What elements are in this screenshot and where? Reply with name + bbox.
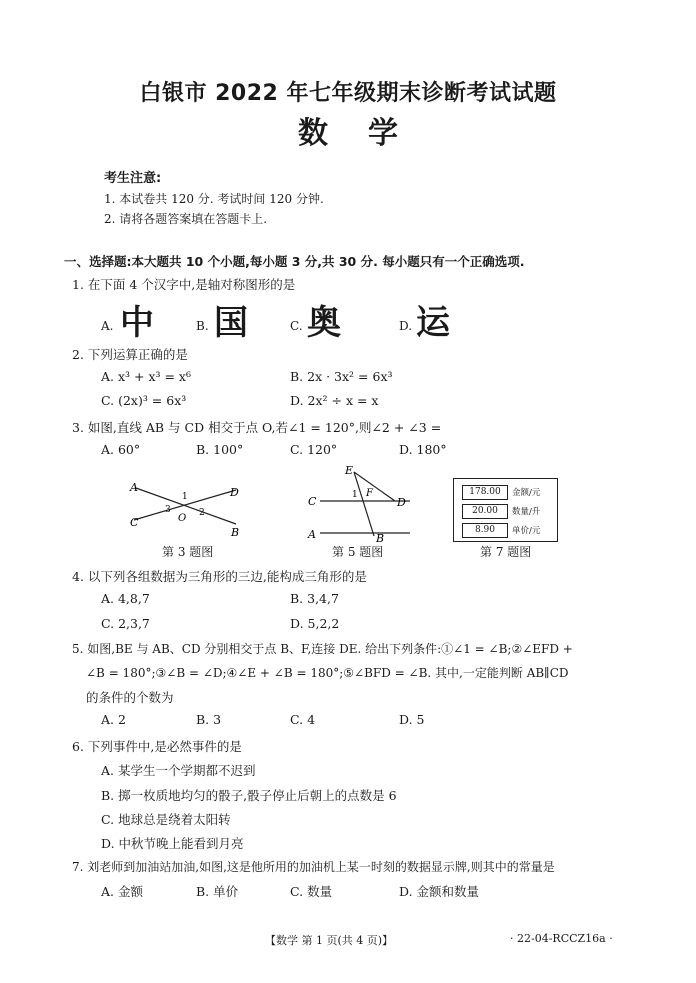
angle-2-label: 2 <box>199 508 205 518</box>
q4-option-b: B. 3,4,7 <box>290 591 339 606</box>
fuel-display-panel <box>453 478 558 542</box>
q5-line-2: ∠B = 180°;③∠B = ∠D;④∠E + ∠B = 180°;⑤∠BFD = ∠B. 其中,一定能判断 AB∥CD <box>86 666 569 680</box>
document-code: · 22-04-RCCZ16a · <box>510 932 613 945</box>
q4-option-d: D. 5,2,2 <box>290 616 340 631</box>
volume-value-box: 20.00 <box>462 504 508 519</box>
q1-option-c-label: C. <box>290 319 303 333</box>
q2-option-b: B. 2x · 3x² = 6x³ <box>290 369 393 384</box>
q6-option-d: D. 中秋节晚上能看到月亮 <box>101 836 244 851</box>
figure-5-diagram <box>300 462 420 546</box>
q6-option-a: A. 某学生一个学期都不迟到 <box>101 763 256 778</box>
q7-option-b: B. 单价 <box>196 884 239 899</box>
label-c: C <box>130 516 139 529</box>
q2-stem: 2. 下列运算正确的是 <box>72 347 188 362</box>
line-de <box>354 472 395 501</box>
q1-option-b-char: 国 <box>214 303 248 343</box>
q2-option-a: A. x³ + x³ = x⁶ <box>101 369 191 384</box>
line-be <box>354 472 374 536</box>
q6-option-b: B. 掷一枚质地均匀的骰子,骰子停止后朝上的点数是 6 <box>101 788 397 803</box>
q5-line-3: 的条件的个数为 <box>86 690 174 705</box>
q3-option-a: A. 60° <box>101 442 141 457</box>
section-heading: 一、选择题:本大题共 10 个小题,每小题 3 分,共 30 分. 每小题只有一个正确选项. <box>64 254 525 269</box>
q5-option-a: A. 2 <box>101 712 126 727</box>
q6-option-c: C. 地球总是绕着太阳转 <box>101 812 231 827</box>
q4-option-c: C. 2,3,7 <box>101 616 150 631</box>
q1-option-a-char: 中 <box>120 303 154 343</box>
label-d: D <box>230 486 239 499</box>
label-a: A <box>308 528 316 541</box>
exam-title: 白银市 2022 年七年级期末诊断考试试题 <box>139 81 557 106</box>
angle-3-label: 3 <box>165 505 171 515</box>
label-f: F <box>366 488 373 499</box>
q5-option-d: D. 5 <box>399 712 425 727</box>
figure-7-caption: 第 7 题图 <box>480 545 532 559</box>
q1-option-b-label: B. <box>196 319 209 333</box>
q5-option-b: B. 3 <box>196 712 222 727</box>
label-a: A <box>130 481 138 494</box>
q1-option-a-label: A. <box>101 319 114 333</box>
q2-option-d: D. 2x² ÷ x = x <box>290 393 379 408</box>
label-e: E <box>345 464 354 477</box>
label-c: C <box>308 495 317 508</box>
angle-1-label: 1 <box>182 492 188 502</box>
q3-stem: 3. 如图,直线 AB 与 CD 相交于点 O,若∠1 = 120°,则∠2 + ∠3 = <box>72 420 442 435</box>
q3-option-c: C. 120° <box>290 442 338 457</box>
price-unit-label: 单价/元 <box>512 526 541 536</box>
q1-stem: 1. 在下面 4 个汉字中,是轴对称图形的是 <box>72 277 296 292</box>
q3-option-b: B. 100° <box>196 442 244 457</box>
figure-3-caption: 第 3 题图 <box>162 545 214 559</box>
q6-stem: 6. 下列事件中,是必然事件的是 <box>72 739 242 754</box>
q7-option-d: D. 金额和数量 <box>399 884 480 899</box>
q1-option-d-char: 运 <box>416 303 450 343</box>
q7-stem: 7. 刘老师到加油站加油,如图,这是他所用的加油机上某一时刻的数据显示牌,则其中的常量是 <box>72 860 555 874</box>
amount-unit-label: 金额/元 <box>512 488 541 498</box>
label-b: B <box>231 526 240 539</box>
label-d: D <box>397 496 406 509</box>
notice-heading: 考生注意: <box>104 171 162 186</box>
amount-value-box: 178.00 <box>462 485 508 500</box>
q2-option-c: C. (2x)³ = 6x³ <box>101 393 187 408</box>
q4-stem: 4. 以下列各组数据为三角形的三边,能构成三角形的是 <box>72 569 367 584</box>
subject-title: 数学 <box>298 116 438 151</box>
notice-item-1: 1. 本试卷共 120 分. 考试时间 120 分钟. <box>104 192 324 206</box>
q5-line-1: 5. 如图,BE 与 AB、CD 分别相交于点 B、F,连接 DE. 给出下列条件:①∠1 = ∠B;②∠EFD + <box>72 642 573 656</box>
q3-option-d: D. 180° <box>399 442 447 457</box>
angle-1-label: 1 <box>352 490 358 500</box>
q7-option-a: A. 金额 <box>101 884 143 899</box>
price-value-box: 8.90 <box>462 523 508 538</box>
q1-option-c-char: 奥 <box>307 303 341 343</box>
page-footer: 【数学 第 1 页(共 4 页)】 <box>265 934 394 947</box>
q4-option-a: A. 4,8,7 <box>101 591 150 606</box>
q7-option-c: C. 数量 <box>290 884 333 899</box>
notice-item-2: 2. 请将各题答案填在答题卡上. <box>104 212 268 226</box>
q5-option-c: C. 4 <box>290 712 316 727</box>
label-b: B <box>376 532 385 545</box>
volume-unit-label: 数量/升 <box>512 507 541 517</box>
figure-5-caption: 第 5 题图 <box>332 545 384 559</box>
q1-option-d-label: D. <box>399 319 413 333</box>
label-o: O <box>178 513 187 524</box>
